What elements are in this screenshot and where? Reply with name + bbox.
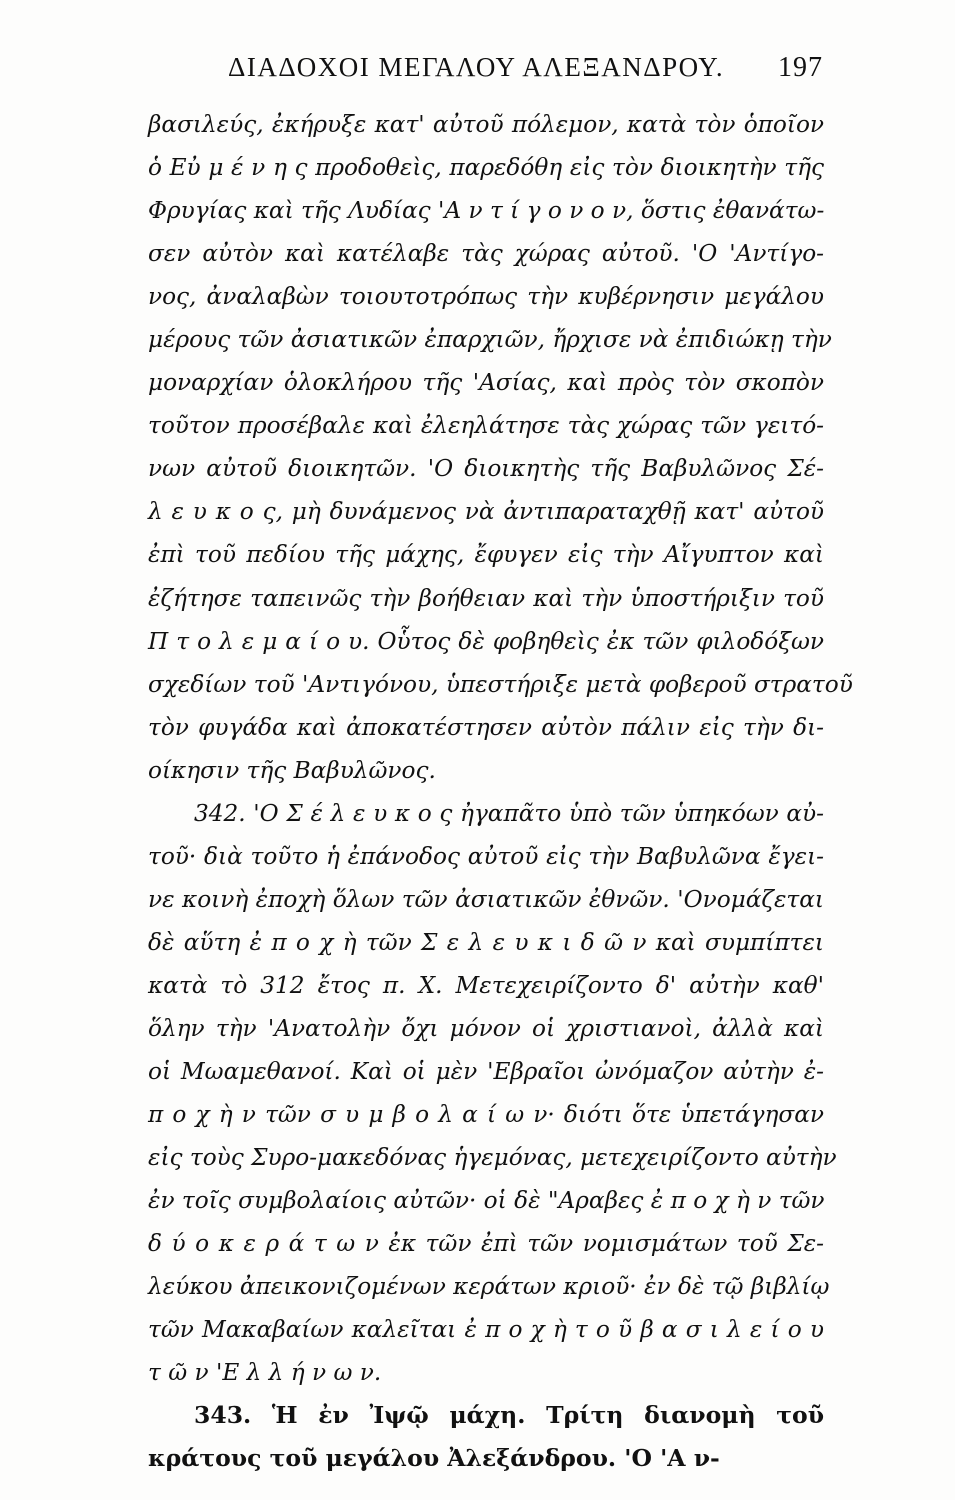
text-line: τὸν φυγάδα καὶ ἀποκατέστησεν αὐτὸν πάλιν εἰς τὴν δι- (148, 713, 824, 741)
text-line: σεν αὐτὸν καὶ κατέλαβε τὰς χώρας αὐτοῦ. 'Ο 'Αντίγο- (148, 240, 824, 268)
text-line: ἐπὶ τοῦ πεδίου τῆς μάχης, ἔφυγεν εἰς τὴν Αἴγυπτον καὶ (148, 541, 824, 569)
section-343-heading-cont: κράτους τοῦ μεγάλου Ἀλεξάνδρου. 'Ο 'Α ν- (148, 1444, 720, 1473)
page-body-text (148, 103, 853, 1481)
text-line: σχεδίων τοῦ 'Αντιγόνου, ὑπεστήριξε μετὰ φοβεροῦ στρατοῦ (148, 670, 853, 698)
text-line: τῶν Μακαβαίων καλεῖται ἐ π ο χ ὴ τ ο ῦ β α σ ι λ ε ί ο υ (148, 1316, 824, 1344)
page-number: 197 (778, 52, 823, 83)
text-line: δ ύ ο κ ε ρ ά τ ω ν ἐκ τῶν ἐπὶ τῶν νομισμάτων τοῦ Σε- (148, 1230, 824, 1258)
text-line: δὲ αὕτη ἐ π ο χ ὴ τῶν Σ ε λ ε υ κ ι δ ῶ ν καὶ συμπίπτει (148, 928, 824, 956)
text-line: λ ε υ κ ο ς, μὴ δυνάμενος νὰ ἀντιπαραταχθῇ κατ' αὐτοῦ (148, 498, 824, 526)
text-line: τ ῶ ν 'Ε λ λ ή ν ω ν. (148, 1359, 382, 1387)
text-line: λεύκου ἀπεικονιζομένων κεράτων κριοῦ· ἐν δὲ τῷ βιβλίῳ (148, 1273, 830, 1301)
page-header (228, 52, 823, 92)
text-line: ὁ Εὐ μ έ ν η ς προδοθεὶς, παρεδόθη εἰς τὸν διοικητὴν τῆς (148, 154, 824, 182)
running-title: ΔΙΑΔΟΧΟΙ ΜΕΓΑΛΟΥ ΑΛΕΞΑΝΔΡΟΥ. (228, 52, 725, 82)
text-line: π ο χ ὴ ν τῶν σ υ μ β ο λ α ί ω ν· διότι ὅτε ὑπετάγησαν (148, 1101, 824, 1129)
text-line: οἱ Μωαμεθανοί. Καὶ οἱ μὲν 'Εβραῖοι ὠνόμαζον αὐτὴν ἐ- (148, 1058, 824, 1086)
text-line: τοῦ· διὰ τοῦτο ἡ ἐπάνοδος αὐτοῦ εἰς τὴν Βαβυλῶνα ἔγει- (148, 842, 824, 870)
text-line: μοναρχίαν ὁλοκλήρου τῆς 'Ασίας, καὶ πρὸς τὸν σκοπὸν (148, 369, 824, 397)
text-line: μέρους τῶν ἀσιατικῶν ἐπαρχιῶν, ἤρχισε νὰ ἐπιδιώκῃ τὴν (148, 326, 832, 354)
text-line: εἰς τοὺς Συρο-μακεδόνας ἡγεμόνας, μετεχειρίζοντο αὐτὴν (148, 1144, 837, 1172)
text-line: οίκησιν τῆς Βαβυλῶνος. (148, 756, 436, 784)
text-line: νος, ἀναλαβὼν τοιουτοτρόπως τὴν κυβέρνησιν μεγάλου (148, 283, 824, 311)
text-line: Φρυγίας καὶ τῆς Λυδίας 'Α ν τ ί γ ο ν ο ν, ὅστις ἐθανάτω- (148, 197, 825, 225)
text-line: ὅλην τὴν 'Ανατολὴν ὄχι μόνον οἱ χριστιανοὶ, ἀλλὰ καὶ (148, 1014, 824, 1042)
text-line: ἐζήτησε ταπεινῶς τὴν βοήθειαν καὶ τὴν ὑποστήριξιν τοῦ (148, 584, 824, 612)
text-line: βασιλεύς, ἐκήρυξε κατ' αὐτοῦ πόλεμον, κατὰ τὸν ὁποῖον (148, 111, 824, 138)
text-line: κατὰ τὸ 312 ἔτος π. Χ. Μετεχειρίζοντο δ' αὐτὴν καθ' (148, 971, 824, 999)
text-line: τοῦτον προσέβαλε καὶ ἐλεηλάτησε τὰς χώρας τῶν γειτό- (148, 412, 824, 440)
paragraph-342-start: 342. 'Ο Σ έ λ ε υ κ ο ς ἠγαπᾶτο ὑπὸ τῶν ὑπηκόων αὐ- (194, 799, 824, 827)
text-line: ἐν τοῖς συμβολαίοις αὐτῶν· οἱ δὲ "Αραβες ἐ π ο χ ὴ ν τῶν (148, 1187, 825, 1215)
text-line: νε κοινὴ ἐποχὴ ὅλων τῶν ἀσιατικῶν ἐθνῶν. 'Ονομάζεται (148, 885, 824, 913)
text-line: Π τ ο λ ε μ α ί ο υ. Οὗτος δὲ φοβηθεὶς ἐκ τῶν φιλοδόξων (148, 627, 824, 655)
section-343-heading: 343. Ἡ ἐν Ἰψῷ μάχη. Τρίτη διανομὴ τοῦ (194, 1401, 824, 1430)
text-line: νων αὐτοῦ διοικητῶν. 'Ο διοικητὴς τῆς Βαβυλῶνος Σέ- (148, 455, 824, 483)
